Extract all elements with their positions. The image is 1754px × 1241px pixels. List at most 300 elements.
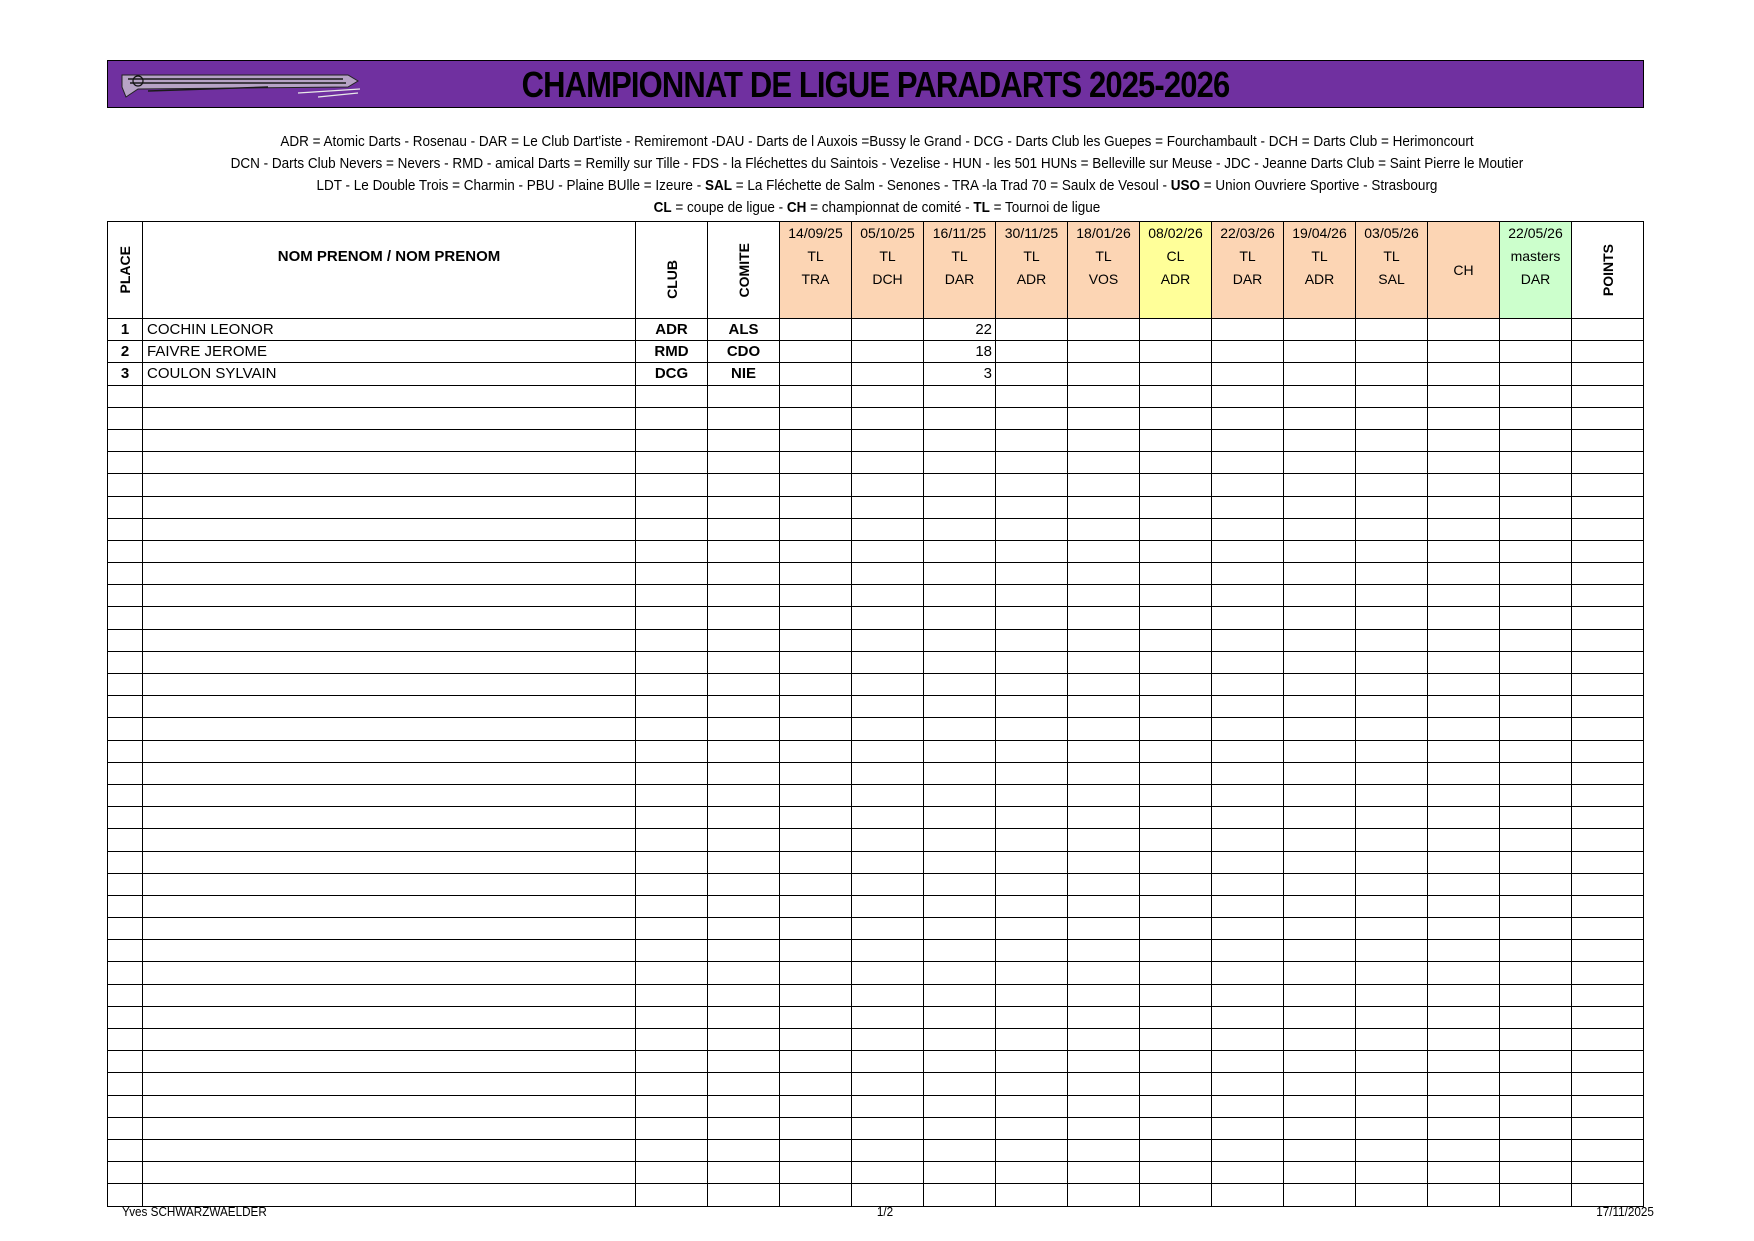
empty-cell: [780, 762, 852, 784]
empty-cell: [1356, 895, 1428, 917]
empty-cell: [852, 496, 924, 518]
empty-cell: [1284, 784, 1356, 806]
empty-cell: [108, 518, 143, 540]
empty-cell: [108, 1029, 143, 1051]
empty-cell: [924, 1006, 996, 1028]
empty-cell: [1284, 385, 1356, 407]
empty-cell: [852, 962, 924, 984]
empty-cell: [1356, 607, 1428, 629]
empty-row: [108, 629, 1644, 651]
empty-cell: [108, 807, 143, 829]
score-cell: [1284, 363, 1356, 385]
empty-cell: [1212, 429, 1284, 451]
empty-cell: [1500, 651, 1572, 673]
empty-cell: [852, 807, 924, 829]
empty-cell: [1428, 407, 1500, 429]
empty-row: [108, 984, 1644, 1006]
empty-cell: [852, 1006, 924, 1028]
empty-cell: [636, 585, 708, 607]
empty-cell: [708, 895, 780, 917]
empty-cell: [1356, 1029, 1428, 1051]
empty-cell: [143, 807, 636, 829]
empty-cell: [708, 496, 780, 518]
empty-cell: [852, 784, 924, 806]
empty-cell: [1284, 518, 1356, 540]
event-date: 16/11/25: [932, 225, 987, 241]
empty-cell: [1140, 651, 1212, 673]
empty-cell: [1140, 962, 1212, 984]
empty-cell: [636, 762, 708, 784]
empty-cell: [1500, 674, 1572, 696]
score-cell: [1428, 319, 1500, 341]
empty-cell: [1068, 651, 1140, 673]
event-date: 19/04/26: [1292, 225, 1347, 241]
empty-cell: [1572, 873, 1644, 895]
empty-cell: [1356, 740, 1428, 762]
empty-cell: [1284, 1006, 1356, 1028]
empty-row: [108, 452, 1644, 474]
empty-cell: [1500, 629, 1572, 651]
empty-cell: [1356, 1184, 1428, 1206]
empty-cell: [636, 962, 708, 984]
empty-cell: [108, 407, 143, 429]
empty-cell: [924, 696, 996, 718]
empty-cell: [636, 563, 708, 585]
empty-cell: [1428, 851, 1500, 873]
empty-cell: [1284, 895, 1356, 917]
empty-cell: [1356, 851, 1428, 873]
empty-cell: [1284, 851, 1356, 873]
empty-cell: [1284, 962, 1356, 984]
empty-cell: [996, 1139, 1068, 1161]
empty-cell: [924, 762, 996, 784]
empty-cell: [1140, 1139, 1212, 1161]
score-cell: [852, 319, 924, 341]
empty-cell: [1140, 674, 1212, 696]
event-header-3: [924, 222, 996, 319]
empty-cell: [852, 696, 924, 718]
empty-cell: [780, 873, 852, 895]
empty-cell: [1284, 873, 1356, 895]
empty-cell: [108, 540, 143, 562]
empty-cell: [143, 452, 636, 474]
empty-cell: [924, 385, 996, 407]
empty-cell: [1140, 563, 1212, 585]
empty-cell: [1284, 651, 1356, 673]
empty-cell: [708, 1073, 780, 1095]
empty-cell: [1572, 385, 1644, 407]
empty-cell: [924, 585, 996, 607]
empty-cell: [108, 651, 143, 673]
empty-cell: [1068, 1117, 1140, 1139]
empty-cell: [1284, 429, 1356, 451]
empty-cell: [1572, 718, 1644, 740]
empty-cell: [1356, 1006, 1428, 1028]
empty-cell: [1428, 607, 1500, 629]
empty-cell: [708, 829, 780, 851]
empty-cell: [1428, 718, 1500, 740]
empty-cell: [1212, 563, 1284, 585]
empty-row: [108, 851, 1644, 873]
empty-cell: [1428, 895, 1500, 917]
empty-cell: [1284, 762, 1356, 784]
empty-cell: [1068, 518, 1140, 540]
empty-cell: [1572, 607, 1644, 629]
empty-cell: [1500, 829, 1572, 851]
empty-cell: [1572, 1139, 1644, 1161]
empty-cell: [636, 807, 708, 829]
empty-cell: [1428, 962, 1500, 984]
empty-cell: [852, 407, 924, 429]
empty-cell: [1284, 1117, 1356, 1139]
empty-cell: [1068, 962, 1140, 984]
empty-cell: [996, 740, 1068, 762]
empty-cell: [1284, 1184, 1356, 1206]
empty-cell: [1572, 1095, 1644, 1117]
score-cell: [1284, 341, 1356, 363]
name-header: NOM PRENOM / NOM PRENOM: [143, 222, 636, 319]
empty-cell: [924, 1139, 996, 1161]
empty-cell: [1284, 829, 1356, 851]
event-header-4: [996, 222, 1068, 319]
empty-cell: [780, 452, 852, 474]
empty-cell: [1428, 1073, 1500, 1095]
empty-cell: [143, 851, 636, 873]
empty-cell: [780, 1117, 852, 1139]
empty-cell: [108, 940, 143, 962]
empty-cell: [1140, 1095, 1212, 1117]
empty-cell: [1068, 1029, 1140, 1051]
event-header-9: [1356, 222, 1428, 319]
empty-cell: [780, 474, 852, 496]
empty-cell: [1572, 784, 1644, 806]
empty-cell: [143, 629, 636, 651]
empty-cell: [108, 607, 143, 629]
name-cell: FAIVRE JEROME: [143, 341, 636, 363]
empty-cell: [1500, 918, 1572, 940]
empty-cell: [780, 718, 852, 740]
empty-row: [108, 474, 1644, 496]
empty-cell: [1284, 940, 1356, 962]
empty-cell: [708, 1006, 780, 1028]
empty-cell: [1140, 895, 1212, 917]
empty-cell: [924, 540, 996, 562]
empty-cell: [780, 629, 852, 651]
empty-cell: [996, 540, 1068, 562]
empty-row: [108, 784, 1644, 806]
event-type: TL: [1095, 248, 1112, 264]
empty-cell: [924, 784, 996, 806]
points-header: POINTS: [1572, 222, 1644, 319]
score-cell: [780, 363, 852, 385]
empty-cell: [108, 762, 143, 784]
points-cell: [1572, 341, 1644, 363]
empty-cell: [636, 1162, 708, 1184]
empty-cell: [852, 385, 924, 407]
empty-cell: [924, 1095, 996, 1117]
empty-cell: [1068, 429, 1140, 451]
empty-cell: [108, 918, 143, 940]
empty-cell: [1428, 918, 1500, 940]
empty-row: [108, 607, 1644, 629]
empty-cell: [143, 651, 636, 673]
empty-cell: [1140, 829, 1212, 851]
score-cell: [1500, 363, 1572, 385]
empty-cell: [996, 696, 1068, 718]
empty-cell: [1284, 452, 1356, 474]
empty-row: [108, 829, 1644, 851]
empty-cell: [1500, 1139, 1572, 1161]
empty-cell: [1140, 1117, 1212, 1139]
empty-cell: [996, 873, 1068, 895]
empty-cell: [1068, 940, 1140, 962]
empty-cell: [852, 895, 924, 917]
empty-cell: [780, 651, 852, 673]
empty-cell: [996, 762, 1068, 784]
empty-cell: [708, 651, 780, 673]
empty-cell: [1500, 1006, 1572, 1028]
empty-cell: [924, 651, 996, 673]
score-cell: [1068, 363, 1140, 385]
empty-cell: [1500, 563, 1572, 585]
empty-cell: [996, 429, 1068, 451]
score-cell: [1212, 363, 1284, 385]
empty-cell: [996, 895, 1068, 917]
empty-cell: [780, 585, 852, 607]
empty-cell: [996, 1006, 1068, 1028]
empty-cell: [1212, 474, 1284, 496]
score-cell: [1212, 341, 1284, 363]
points-cell: [1572, 319, 1644, 341]
empty-cell: [636, 696, 708, 718]
empty-row: [108, 1117, 1644, 1139]
empty-cell: [996, 984, 1068, 1006]
place-cell: 3: [108, 363, 143, 385]
empty-cell: [1068, 1139, 1140, 1161]
empty-cell: [1428, 585, 1500, 607]
empty-cell: [1212, 674, 1284, 696]
empty-cell: [708, 385, 780, 407]
event-club: ADR: [1016, 271, 1047, 287]
empty-cell: [1356, 873, 1428, 895]
empty-row: [108, 540, 1644, 562]
empty-cell: [852, 1162, 924, 1184]
empty-cell: [1212, 540, 1284, 562]
empty-cell: [852, 762, 924, 784]
empty-cell: [1428, 629, 1500, 651]
empty-cell: [108, 984, 143, 1006]
club-cell: RMD: [636, 341, 708, 363]
empty-cell: [1500, 540, 1572, 562]
score-cell: [852, 363, 924, 385]
empty-cell: [780, 429, 852, 451]
empty-cell: [1500, 1073, 1572, 1095]
empty-cell: [1068, 762, 1140, 784]
empty-cell: [1356, 1073, 1428, 1095]
empty-cell: [708, 429, 780, 451]
empty-cell: [143, 696, 636, 718]
empty-cell: [1140, 518, 1212, 540]
empty-cell: [143, 873, 636, 895]
empty-cell: [1500, 740, 1572, 762]
empty-cell: [143, 385, 636, 407]
empty-cell: [1428, 740, 1500, 762]
empty-cell: [1212, 1139, 1284, 1161]
empty-cell: [143, 1139, 636, 1161]
empty-cell: [1068, 629, 1140, 651]
empty-row: [108, 407, 1644, 429]
empty-cell: [1284, 496, 1356, 518]
empty-cell: [143, 962, 636, 984]
empty-cell: [1068, 407, 1140, 429]
empty-cell: [1068, 585, 1140, 607]
empty-cell: [780, 607, 852, 629]
empty-cell: [708, 674, 780, 696]
empty-cell: [996, 807, 1068, 829]
empty-cell: [780, 984, 852, 1006]
empty-cell: [1140, 540, 1212, 562]
empty-cell: [1284, 407, 1356, 429]
legend-line-2: DCN - Darts Club Nevers = Nevers - RMD - amical Darts = Remilly sur Tille - FDS - la Fléchettes du Saintois - Vezelise - HUN - les 501 HUNs = Belleville sur Meuse - JDC - Jeanne Darts Club = Saint Pierre le Moutier: [230, 155, 1524, 172]
empty-cell: [996, 674, 1068, 696]
event-date: 03/05/26: [1364, 225, 1419, 241]
score-cell: [1356, 341, 1428, 363]
empty-cell: [852, 674, 924, 696]
empty-cell: [143, 1117, 636, 1139]
event-header-6: [1140, 222, 1212, 319]
empty-cell: [708, 1184, 780, 1206]
empty-cell: [780, 1073, 852, 1095]
empty-cell: [108, 962, 143, 984]
empty-cell: [108, 1006, 143, 1028]
empty-cell: [1284, 674, 1356, 696]
empty-cell: [924, 452, 996, 474]
empty-cell: [1140, 740, 1212, 762]
place-header: PLACE: [108, 222, 143, 319]
empty-row: [108, 718, 1644, 740]
empty-cell: [924, 962, 996, 984]
empty-cell: [708, 984, 780, 1006]
empty-cell: [636, 1095, 708, 1117]
empty-row: [108, 895, 1644, 917]
empty-cell: [996, 385, 1068, 407]
empty-cell: [780, 696, 852, 718]
empty-cell: [1500, 784, 1572, 806]
empty-cell: [1068, 807, 1140, 829]
empty-cell: [1212, 740, 1284, 762]
comite-cell: NIE: [708, 363, 780, 385]
empty-cell: [996, 1184, 1068, 1206]
empty-cell: [996, 829, 1068, 851]
empty-cell: [780, 563, 852, 585]
empty-cell: [143, 1184, 636, 1206]
score-cell: 18: [924, 341, 996, 363]
empty-cell: [852, 474, 924, 496]
empty-cell: [108, 784, 143, 806]
event-type: TL: [807, 248, 824, 264]
event-header-8: [1284, 222, 1356, 319]
empty-cell: [108, 429, 143, 451]
empty-cell: [636, 674, 708, 696]
empty-cell: [1500, 807, 1572, 829]
empty-cell: [636, 895, 708, 917]
empty-cell: [1572, 674, 1644, 696]
empty-cell: [1068, 1051, 1140, 1073]
empty-cell: [108, 1184, 143, 1206]
empty-row: [108, 1139, 1644, 1161]
empty-cell: [1572, 1184, 1644, 1206]
empty-cell: [1572, 496, 1644, 518]
event-club: [1428, 282, 1499, 305]
empty-cell: [924, 607, 996, 629]
empty-cell: [1356, 807, 1428, 829]
empty-cell: [708, 1162, 780, 1184]
empty-cell: [924, 918, 996, 940]
empty-cell: [1284, 1029, 1356, 1051]
empty-cell: [996, 452, 1068, 474]
empty-cell: [143, 607, 636, 629]
empty-cell: [708, 407, 780, 429]
empty-cell: [996, 629, 1068, 651]
empty-cell: [852, 984, 924, 1006]
event-date: 22/05/26: [1508, 225, 1563, 241]
empty-cell: [1572, 629, 1644, 651]
empty-cell: [996, 607, 1068, 629]
empty-cell: [108, 1162, 143, 1184]
event-type: TL: [1023, 248, 1040, 264]
empty-cell: [636, 740, 708, 762]
empty-cell: [708, 851, 780, 873]
empty-cell: [1428, 474, 1500, 496]
event-club: DAR: [944, 271, 975, 287]
event-club: DCH: [872, 271, 903, 287]
empty-cell: [1068, 784, 1140, 806]
empty-cell: [1428, 762, 1500, 784]
empty-cell: [924, 429, 996, 451]
event-header-2: [852, 222, 924, 319]
empty-cell: [1356, 407, 1428, 429]
score-cell: [1356, 319, 1428, 341]
empty-cell: [1500, 429, 1572, 451]
empty-cell: [1212, 1051, 1284, 1073]
empty-cell: [924, 984, 996, 1006]
empty-cell: [1500, 496, 1572, 518]
empty-cell: [1500, 1162, 1572, 1184]
event-club: ADR: [1304, 271, 1335, 287]
empty-cell: [143, 474, 636, 496]
empty-cell: [108, 873, 143, 895]
empty-cell: [1428, 385, 1500, 407]
empty-cell: [708, 607, 780, 629]
footer-page: 1/2: [876, 1204, 894, 1219]
empty-cell: [924, 718, 996, 740]
score-cell: [1500, 341, 1572, 363]
event-date: 05/10/25: [860, 225, 915, 241]
legend-line-4: CL = coupe de ligue - CH = championnat de comité - TL = Tournoi de ligue: [653, 199, 1101, 216]
empty-cell: [1212, 1184, 1284, 1206]
empty-cell: [108, 496, 143, 518]
empty-cell: [1356, 1162, 1428, 1184]
score-cell: [1428, 341, 1500, 363]
empty-cell: [1428, 496, 1500, 518]
empty-cell: [1356, 429, 1428, 451]
empty-cell: [1140, 807, 1212, 829]
empty-cell: [1572, 518, 1644, 540]
event-date: 08/02/26: [1148, 225, 1203, 241]
empty-cell: [1356, 1139, 1428, 1161]
empty-cell: [636, 540, 708, 562]
empty-cell: [1572, 829, 1644, 851]
